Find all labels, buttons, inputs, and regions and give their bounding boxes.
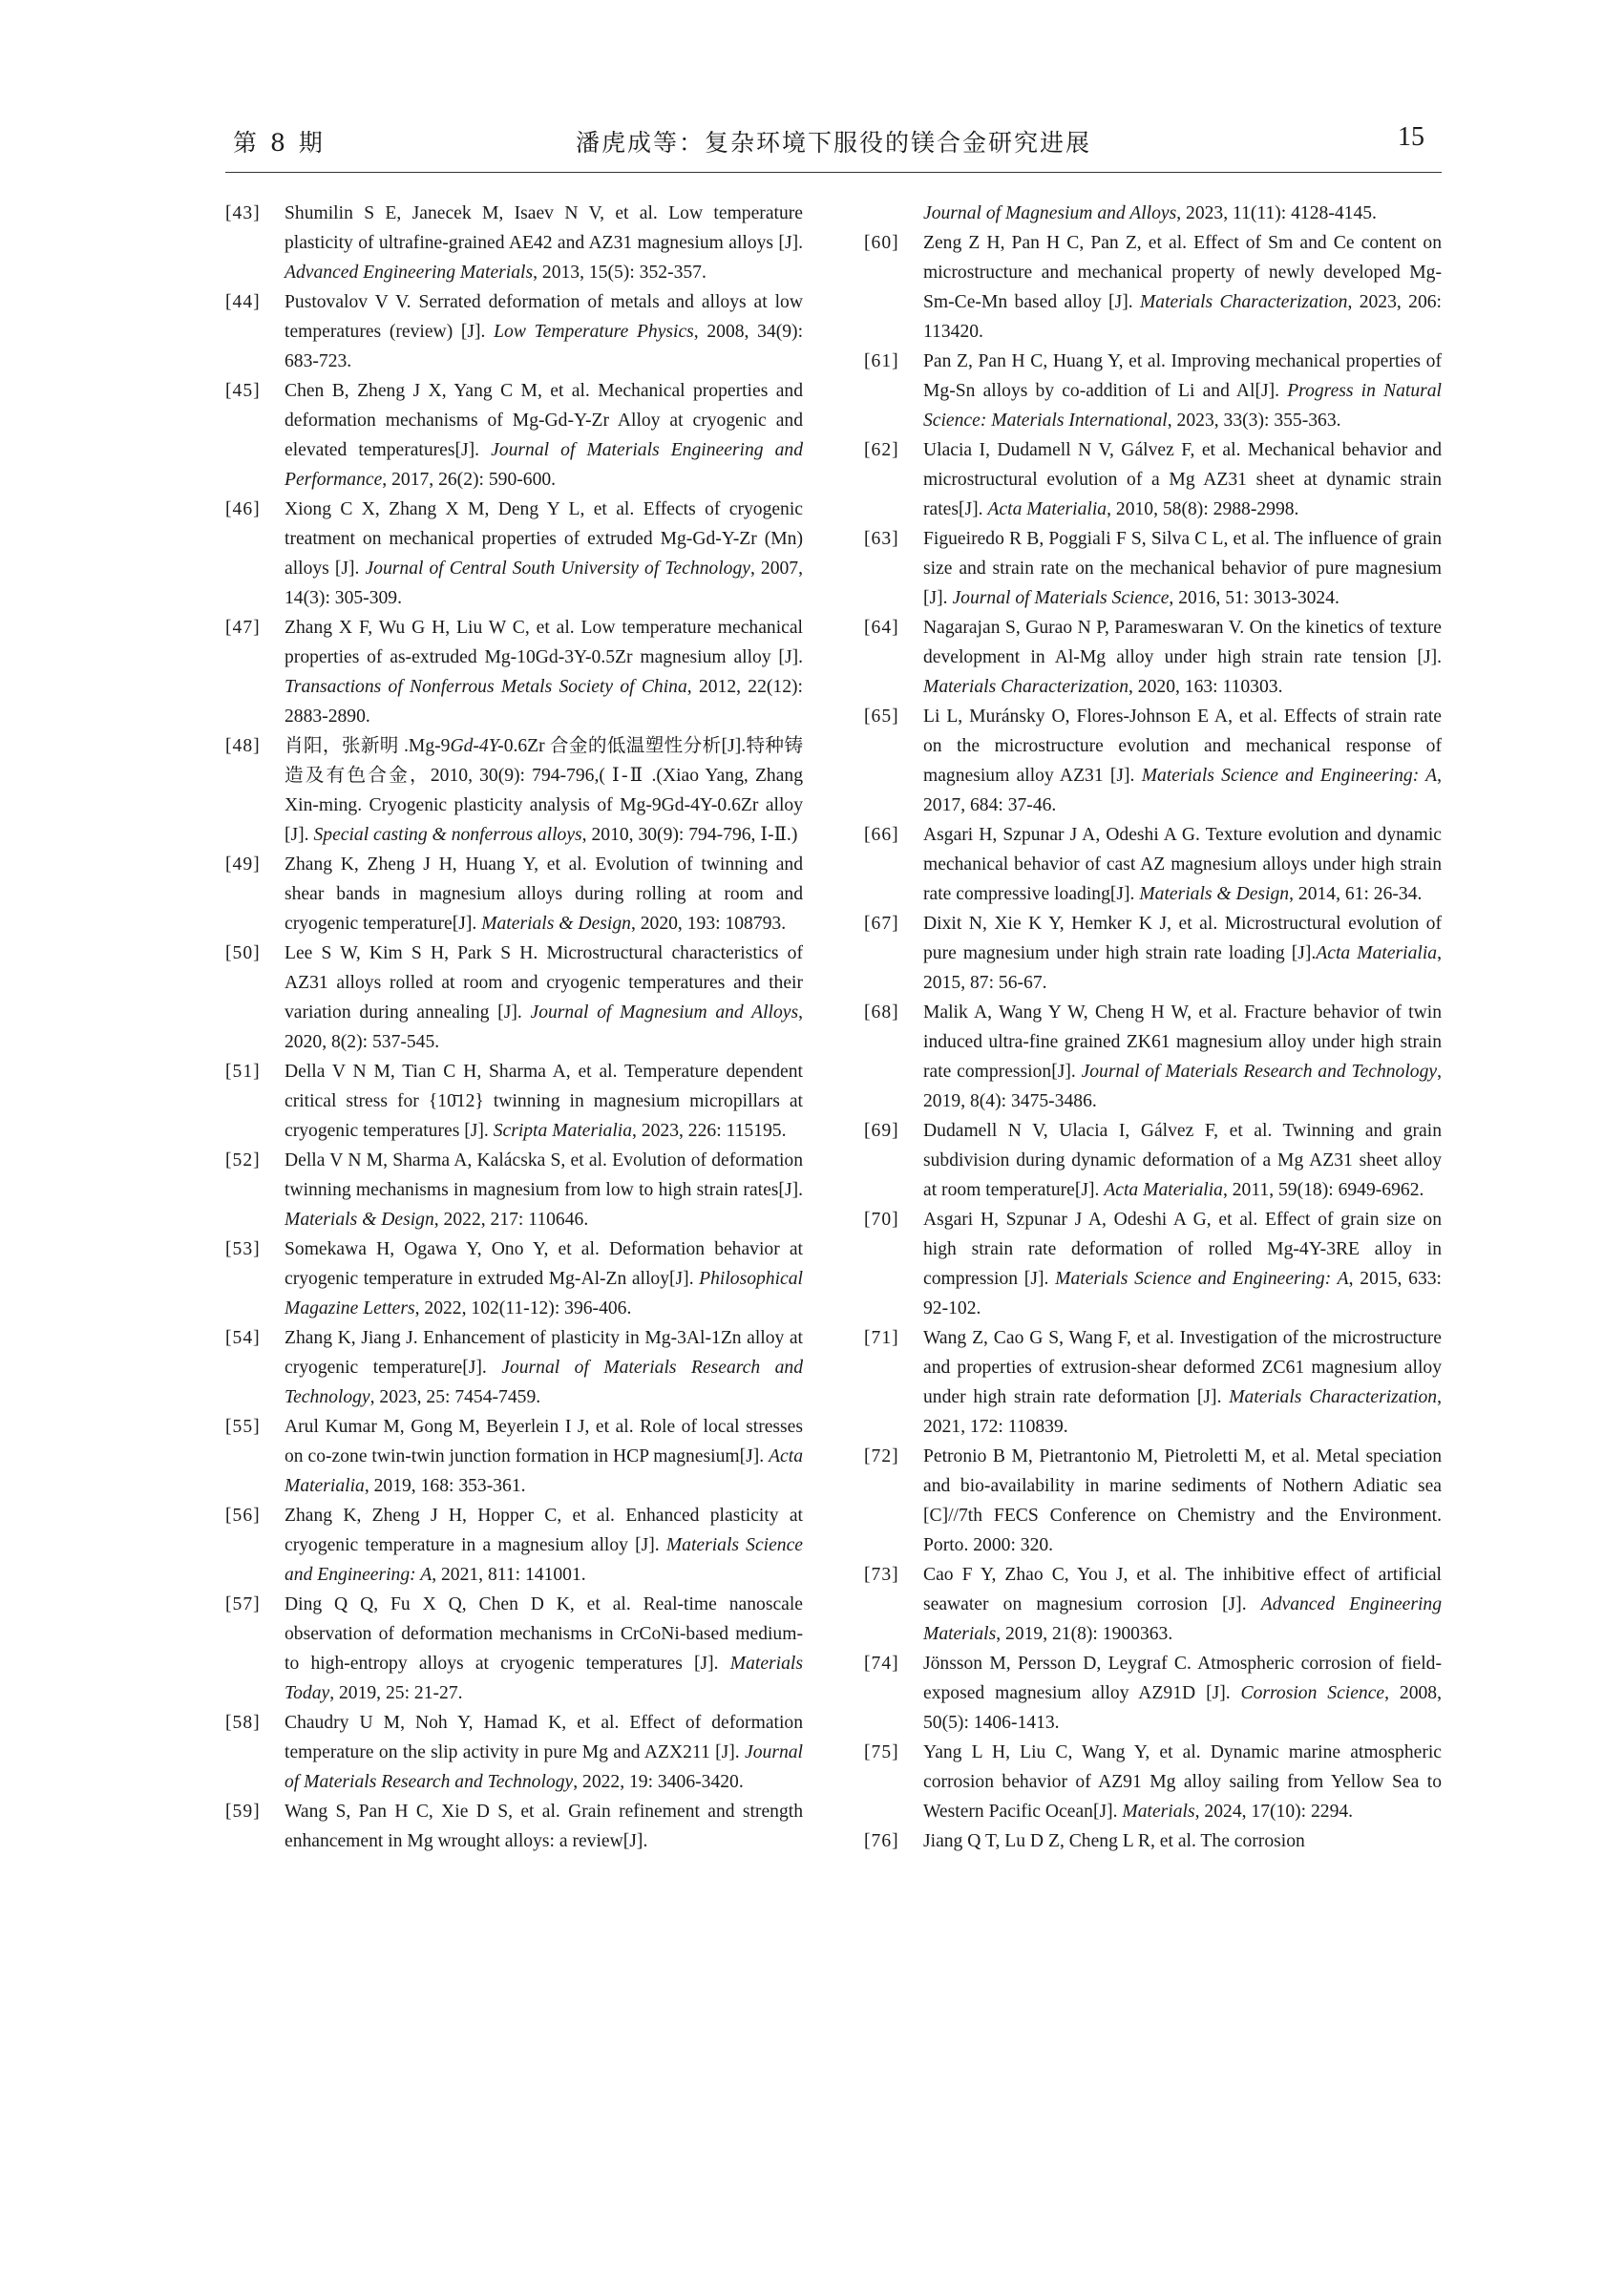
reference-text: Dudamell N V, Ulacia I, Gálvez F, et al. Twinning and grain subdivision during dynamic deformation of a Mg AZ31 sheet alloy at room temperature[J]. [923,1121,1442,1200]
reference-journal: Journal of Central South University of Technology [365,559,750,579]
reference-text: 0.6Zr 合金的低温塑性分析[J].特种铸造及有色合金，2010, 30(9): 794-796,( Ⅰ-Ⅱ .(Xiao Yang, Zhang Xin-ming. Cryogenic plasticity analysis of Mg-9Gd-4Y-0.6Zr alloy [J]. [285,736,803,845]
reference-journal: Journal of Materials Science [952,588,1170,608]
reference-text: , 2022, 102(11-12): 396-406. [414,1298,632,1318]
reference-text: Jiang Q T, Lu D Z, Cheng L R, et al. The corrosion [923,1831,1305,1851]
reference-journal: Advanced Engineering Materials [285,263,534,283]
reference-text: , 2024, 17(10): 2294. [1194,1802,1354,1822]
reference-journal: Materials Science and Engineering: A [1055,1269,1349,1289]
reference-text: Asgari H, Szpunar J A, Odeshi A G. Texture evolution and dynamic mechanical behavior of cast AZ magnesium alloys under high strain rate compressive loading[J]. [923,825,1442,904]
reference-text: , 2023, 226: 115195. [632,1121,787,1141]
reference-text: , 2008, 34(9): 683-723. [285,322,804,371]
reference-entry [864,1205,1442,1323]
reference-text: , 2019, 25: 21-27. [329,1683,463,1703]
reference-number: [66] [864,825,899,845]
reference-entry [864,909,1442,998]
reference-text: , 2022, 19: 3406-3420. [573,1772,744,1792]
reference-number: [51] [225,1062,261,1082]
reference-text: Zhang K, Zheng J H, Huang Y, et al. Evolution of twinning and shear bands in magnesium alloys during rolling at room and cryogenic temperature[J]. [285,854,803,934]
reference-number: [53] [225,1239,261,1259]
reference-number: [63] [864,529,899,549]
reference-text: , 2023, 33(3): 355-363. [1167,411,1341,431]
reference-text: , 2012, 22(12): 2883-2890. [285,677,803,727]
reference-journal: Acta Materialia [1104,1180,1223,1200]
reference-number: [46] [225,499,261,519]
reference-entry [864,1826,1442,1856]
reference-text: Pustovalov V V. Serrated deformation of metals and alloys at low temperatures (review) [J]. [285,292,803,342]
reference-journal: Journal of Materials Research and Technology [285,1742,803,1792]
reference-journal: Philosophical Magazine Letters [285,1269,803,1318]
reference-text: Pan Z, Pan H C, Huang Y, et al. Improving mechanical properties of Mg-Sn alloys by co-addition of Li and Al[J]. [923,351,1442,401]
reference-text: , 2008, 50(5): 1406-1413. [923,1683,1442,1733]
reference-column-left [225,199,803,1856]
reference-text: , 2023, 11(11): 4128-4145. [1176,203,1377,223]
reference-number: [64] [864,618,899,638]
reference-journal: Materials & Design [285,1210,434,1230]
reference-journal: Materials Science and Engineering: A [285,1535,803,1585]
reference-number: [70] [864,1210,899,1230]
reference-column-right [864,199,1442,1856]
reference-entry [864,702,1442,820]
reference-entry [225,613,803,731]
reference-number: [69] [864,1121,899,1141]
reference-text: Zeng Z H, Pan H C, Pan Z, et al. Effect of Sm and Ce content on microstructure and mechanical property of newly developed Mg-Sm-Ce-Mn based alloy [J]. [923,233,1442,312]
reference-text: Dixit N, Xie K Y, Hemker K J, et al. Microstructural evolution of pure magnesium under high strain rate loading [J]. [923,914,1442,963]
reference-text: Nagarajan S, Gurao N P, Parameswaran V. On the kinetics of texture development in Al-Mg alloy under high strain rate tension [J]. [923,618,1442,667]
reference-number: [67] [864,914,899,934]
reference-entry [225,1057,803,1146]
reference-text: , 2020, 163: 110303. [1128,677,1283,697]
reference-text: , 2007, 14(3): 305-309. [285,559,803,608]
reference-journal: Journal of Magnesium and Alloys [923,203,1177,223]
reference-text: Zhang K, Zheng J H, Hopper C, et al. Enhanced plasticity at cryogenic temperature in a magnesium alloy [J]. [285,1506,803,1555]
reference-number: [57] [225,1594,261,1614]
reference-text: , 2023, 25: 7454-7459. [369,1387,541,1407]
reference-journal: Scripta Materialia [493,1121,633,1141]
running-title: 潘虎成等：复杂环境下服役的镁合金研究进展 [575,129,1091,157]
reference-text: , 2015, 633: 92-102. [923,1269,1442,1318]
reference-number: [54] [225,1328,261,1348]
reference-number: [58] [225,1713,261,1733]
reference-entry [225,287,803,376]
reference-journal: Materials Today [285,1654,803,1703]
reference-entry [864,524,1442,613]
reference-text: Ulacia I, Dudamell N V, Gálvez F, et al. Mechanical behavior and microstructural evolution of a Mg AZ31 sheet at dynamic strain rates[J]. [923,440,1442,519]
reference-entry [864,199,1442,228]
reference-entry [225,731,803,850]
reference-text: , 2023, 206: 113420. [923,292,1442,342]
reference-text: , 2019, 21(8): 1900363. [996,1624,1173,1644]
reference-text: Asgari H, Szpunar J A, Odeshi A G, et al. Effect of grain size on high strain rate deformation of rolled Mg-4Y-3RE alloy in compression [J]. [923,1210,1442,1289]
reference-text: , 2021, 811: 141001. [432,1565,586,1585]
reference-text: Zhang X F, Wu G H, Liu W C, et al. Low temperature mechanical properties of as-extruded Mg-10Gd-3Y-0.5Zr magnesium alloy [J]. [285,618,803,667]
reference-text: Arul Kumar M, Gong M, Beyerlein I J, et al. Role of local stresses on co-zone twin-twin junction formation in HCP magnesium[J]. [285,1417,803,1466]
reference-journal: Progress in Natural Science: Materials International [923,381,1442,431]
reference-entry [864,998,1442,1116]
reference-text: , 2011, 59(18): 6949-6962. [1222,1180,1424,1200]
reference-entry [225,939,803,1057]
reference-number: [56] [225,1506,261,1526]
reference-number: [44] [225,292,261,312]
reference-entry [864,1116,1442,1205]
reference-text: , 2010, 30(9): 794-796, Ⅰ-Ⅱ.) [581,825,798,845]
reference-text: , 2022, 217: 110646. [433,1210,589,1230]
reference-text: Yang L H, Liu C, Wang Y, et al. Dynamic marine atmospheric corrosion behavior of AZ91 Mg alloy sailing from Yellow Sea to Western Pacific Ocean[J]. [923,1742,1442,1822]
reference-entry [225,376,803,495]
page-number: 15 [1398,122,1424,152]
reference-number: [73] [864,1565,899,1585]
header-rule [225,172,1442,173]
reference-number: [61] [864,351,899,371]
reference-text: Petronio B M, Pietrantonio M, Pietroletti M, et al. Metal speciation and bio-availability in marine sediments of Nothern Adiatic sea [C]//7th FECS Conference on Chemistry and the Environment. Porto. 2000: 320. [923,1446,1442,1555]
reference-entry [225,1234,803,1323]
reference-text: Jönsson M, Persson D, Leygraf C. Atmospheric corrosion of field-exposed magnesium alloy AZ91D [J]. [923,1654,1442,1703]
reference-entry [864,1649,1442,1738]
reference-journal: Journal of Materials Engineering and Performance [285,440,803,490]
reference-number: [45] [225,381,261,401]
reference-text: Della V N M, Sharma A, Kalácska S, et al. Evolution of deformation twinning mechanisms in magnesium from low to high strain rates[J]. [285,1150,803,1200]
reference-entry [864,435,1442,524]
reference-entry [864,347,1442,435]
reference-number: [65] [864,707,899,727]
reference-number: [55] [225,1417,261,1437]
reference-number: [74] [864,1654,899,1674]
reference-journal: Special casting & nonferrous alloys [313,825,582,845]
reference-text: , 2017, 26(2): 590-600. [382,470,557,490]
reference-text: Lee S W, Kim S H, Park S H. Microstructural characteristics of AZ31 alloys rolled at room and cryogenic temperatures and their variation during annealing [J]. [285,943,803,1023]
reference-entry [225,1501,803,1590]
reference-text: 肖阳，张新明 .Mg-9 [285,736,451,756]
reference-entry [225,199,803,287]
reference-journal: Materials Characterization [923,677,1128,697]
reference-text: Wang S, Pan H C, Xie D S, et al. Grain refinement and strength enhancement in Mg wrought alloys: a review[J]. [285,1802,803,1851]
reference-number: [50] [225,943,261,963]
reference-number: [68] [864,1002,899,1023]
reference-number: [75] [864,1742,899,1762]
reference-entry [225,1412,803,1501]
running-header [225,124,1442,166]
reference-text: Shumilin S E, Janecek M, Isaev N V, et al. Low temperature plasticity of ultrafine-grained AE42 and AZ31 magnesium alloys [J]. [285,203,803,253]
reference-entry [864,1442,1442,1560]
reference-journal: Corrosion Science [1240,1683,1385,1703]
reference-journal: Materials Characterization [1229,1387,1438,1407]
reference-journal: Transactions of Nonferrous Metals Society of China [285,677,687,697]
reference-text: Cao F Y, Zhao C, You J, et al. The inhibitive effect of artificial seawater on magnesium corrosion [J]. [923,1565,1442,1614]
reference-number: [72] [864,1446,899,1466]
reference-journal: Gd-4Y- [450,736,504,756]
reference-journal: Advanced Engineering Materials [923,1594,1442,1644]
reference-journal: Materials & Design [1139,884,1290,904]
reference-text: , 2010, 58(8): 2988-2998. [1107,499,1299,519]
reference-text: , 2020, 8(2): 537-545. [285,1002,803,1052]
reference-text: , 2019, 168: 353-361. [364,1476,526,1496]
reference-entry [225,1590,803,1708]
reference-text: Chaudry U M, Noh Y, Hamad K, et al. Effect of deformation temperature on the slip activity in pure Mg and AZX211 [J]. [285,1713,803,1762]
reference-text: , 2020, 193: 108793. [630,914,787,934]
reference-journal: Journal of Materials Research and Technology [285,1358,803,1407]
reference-text: Figueiredo R B, Poggiali F S, Silva C L, et al. The influence of grain size and strain rate on the mechanical behavior of pure magnesium [J]. [923,529,1442,608]
reference-number: [76] [864,1831,899,1851]
reference-text: Ding Q Q, Fu X Q, Chen D K, et al. Real-time nanoscale observation of deformation mechanisms in CrCoNi-based medium-to high-entropy alloys at cryogenic temperatures [J]. [285,1594,803,1674]
reference-text: Chen B, Zheng J X, Yang C M, et al. Mechanical properties and deformation mechanisms of Mg-Gd-Y-Zr Alloy at cryogenic and elevated temperatures[J]. [285,381,803,460]
reference-entry [864,613,1442,702]
reference-text: Della V N M, Tian C H, Sharma A, et al. Temperature dependent critical stress for {10̄12} twinning in magnesium micropillars at cryogenic temperatures [J]. [285,1062,803,1141]
reference-entry [225,1797,803,1856]
reference-entry [864,1323,1442,1442]
reference-text: Somekawa H, Ogawa Y, Ono Y, et al. Deformation behavior at cryogenic temperature in extruded Mg-Al-Zn alloy[J]. [285,1239,803,1289]
reference-number: [49] [225,854,261,875]
reference-number: [47] [225,618,261,638]
reference-entry [864,228,1442,347]
reference-entry [864,820,1442,909]
reference-text: Li L, Muránsky O, Flores-Johnson E A, et al. Effects of strain rate on the microstructure evolution and mechanical response of magnesium alloy AZ31 [J]. [923,707,1442,786]
reference-number: [60] [864,233,899,253]
reference-entry [225,495,803,613]
reference-journal: Materials Science and Engineering: A [1141,766,1438,786]
reference-journal: Acta Materialia [987,499,1107,519]
reference-text: Malik A, Wang Y W, Cheng H W, et al. Fracture behavior of twin induced ultra-fine grained ZK61 magnesium alloy under high strain rate compression[J]. [923,1002,1442,1082]
reference-entry [225,1323,803,1412]
reference-journal: Materials & Design [481,914,631,934]
reference-text: Xiong C X, Zhang X M, Deng Y L, et al. Effects of cryogenic treatment on mechanical properties of extruded Mg-Gd-Y-Zr (Mn) alloys [J]. [285,499,803,579]
reference-text: , 2019, 8(4): 3475-3486. [923,1062,1442,1111]
reference-text: Zhang K, Jiang J. Enhancement of plasticity in Mg-3Al-1Zn alloy at cryogenic temperature[J]. [285,1328,803,1378]
reference-number: [43] [225,203,261,223]
reference-entry [225,1146,803,1234]
reference-journal: Journal of Magnesium and Alloys [530,1002,799,1023]
reference-text: , 2014, 61: 26-34. [1289,884,1423,904]
reference-text: , 2017, 684: 37-46. [923,766,1442,815]
reference-entry [225,850,803,939]
reference-journal: Acta Materialia [1316,943,1438,963]
reference-number: [59] [225,1802,261,1822]
reference-number: [71] [864,1328,899,1348]
reference-journal: Acta Materialia [285,1446,803,1496]
reference-journal: Materials [1122,1802,1195,1822]
reference-text: , 2015, 87: 56-67. [923,943,1443,993]
reference-entry [864,1560,1442,1649]
reference-journal: Low Temperature Physics [494,322,694,342]
reference-number: [52] [225,1150,261,1171]
reference-number: [62] [864,440,899,460]
reference-number: [48] [225,736,261,756]
reference-entry [864,1738,1442,1826]
reference-text: Wang Z, Cao G S, Wang F, et al. Investigation of the microstructure and properties of extrusion-shear deformed ZC61 magnesium alloy under high strain rate deformation [J]. [923,1328,1442,1407]
reference-entry [225,1708,803,1797]
reference-journal: Journal of Materials Research and Technology [1081,1062,1438,1082]
reference-text: , 2016, 51: 3013-3024. [1169,588,1339,608]
reference-text: , 2021, 172: 110839. [923,1387,1442,1437]
reference-text: , 2013, 15(5): 352-357. [533,263,707,283]
reference-journal: Materials Characterization [1139,292,1348,312]
issue-number: 第 8 期 [233,129,326,157]
